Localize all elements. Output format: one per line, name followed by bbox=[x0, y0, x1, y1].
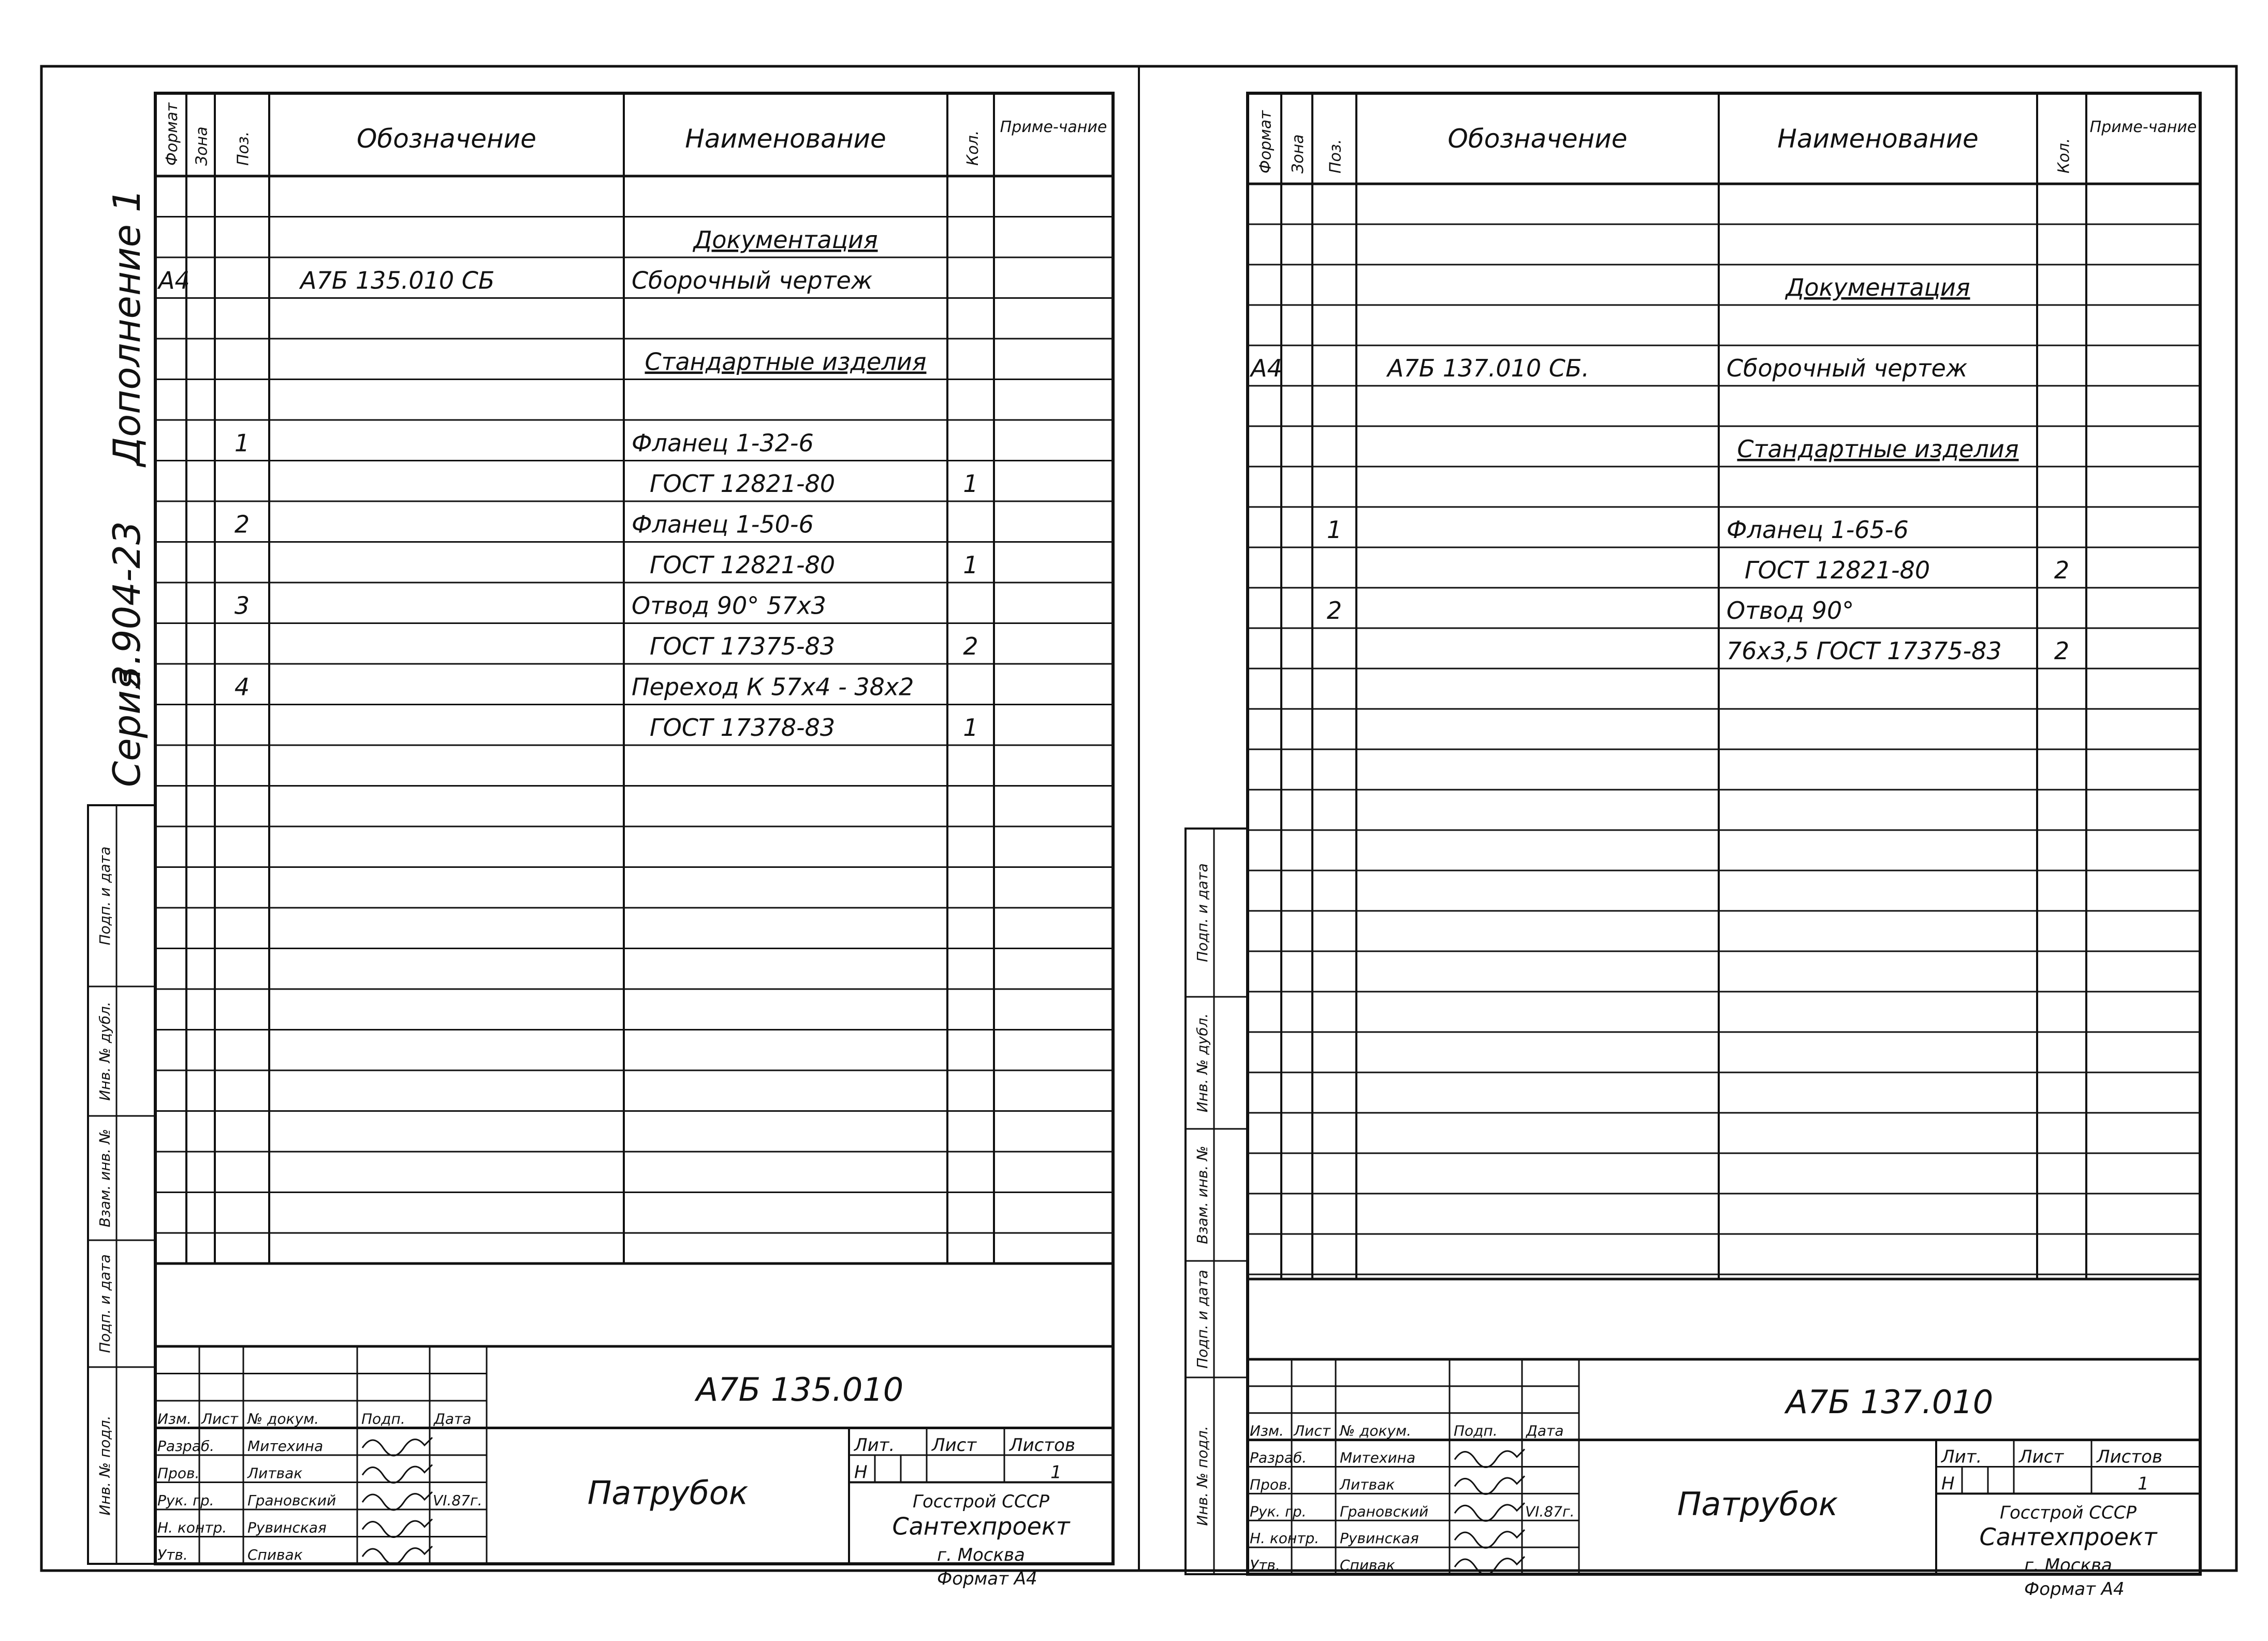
caption-sheets: Листов bbox=[2097, 1446, 2163, 1468]
row-quantity: 2 bbox=[2054, 637, 2070, 665]
role-label: Н. контр. bbox=[1250, 1530, 1320, 1547]
header-designation: Обозначение bbox=[357, 124, 536, 154]
section-heading: Стандартные изделия bbox=[1737, 435, 2019, 463]
row-name: Переход К 57х4 - 38х2 bbox=[632, 673, 914, 701]
role-name: Рувинская bbox=[247, 1519, 327, 1536]
row-designation: А7Б 135.010 СБ bbox=[300, 266, 495, 295]
caption-sheets: Листов bbox=[1009, 1435, 1076, 1456]
row-quantity: 2 bbox=[963, 632, 978, 660]
signature bbox=[362, 1437, 432, 1456]
row-quantity: 1 bbox=[963, 714, 978, 742]
document-number: А7Б 137.010 bbox=[1786, 1383, 1994, 1421]
signature bbox=[362, 1465, 432, 1483]
section-heading: Стандартные изделия bbox=[645, 347, 927, 376]
sheet-frame bbox=[1248, 93, 2200, 1574]
header-qty: Кол. bbox=[964, 130, 982, 166]
row-quantity: 2 bbox=[2054, 556, 2070, 584]
organization-line-1: Госстрой СССР bbox=[913, 1491, 1049, 1512]
signature bbox=[1455, 1476, 1525, 1494]
row-position: 4 bbox=[234, 673, 250, 701]
sheet-frame bbox=[155, 93, 1113, 1564]
header-qty: Кол. bbox=[2055, 138, 2073, 173]
organization-line-3: г. Москва bbox=[2024, 1555, 2112, 1576]
stamp-label: Инв. № дубл. bbox=[96, 1001, 113, 1101]
sheets-value: 1 bbox=[1050, 1462, 1062, 1483]
role-name: Рувинская bbox=[1340, 1530, 1419, 1547]
stamp-label: Инв. № подл. bbox=[96, 1415, 113, 1516]
caption-date: Дата bbox=[434, 1410, 472, 1428]
caption-izm: Изм. bbox=[157, 1410, 192, 1428]
row-name: ГОСТ 17375-83 bbox=[650, 632, 836, 660]
caption-sheet: Лист bbox=[2019, 1446, 2064, 1468]
series-number: 3.904-23 bbox=[105, 521, 149, 689]
row-name: Сборочный чертеж bbox=[1726, 354, 1968, 382]
role-name: Митехина bbox=[1340, 1449, 1416, 1466]
stamp-label: Взам. инв. № bbox=[96, 1128, 113, 1228]
section-heading: Документация bbox=[693, 226, 878, 254]
supplement-label: Дополнение 1 bbox=[105, 188, 149, 466]
organization-line-1: Госстрой СССР bbox=[2000, 1502, 2137, 1523]
role-label: Н. контр. bbox=[157, 1519, 227, 1536]
role-label: Разраб. bbox=[1250, 1449, 1307, 1466]
series-label: Серия bbox=[105, 667, 149, 787]
row-position: 1 bbox=[1326, 516, 1342, 544]
row-name: ГОСТ 12821-80 bbox=[650, 551, 836, 579]
role-label: Утв. bbox=[157, 1546, 188, 1563]
role-name: Литвак bbox=[247, 1464, 303, 1482]
caption-list: Лист bbox=[201, 1410, 238, 1428]
role-name: Митехина bbox=[247, 1437, 324, 1455]
header-name: Наименование bbox=[685, 124, 886, 154]
row-position: 2 bbox=[234, 510, 250, 539]
row-position: 3 bbox=[234, 591, 250, 620]
caption-sign: Подп. bbox=[1454, 1422, 1498, 1440]
document-number: А7Б 135.010 bbox=[696, 1371, 904, 1408]
header-pos: Поз. bbox=[234, 131, 253, 166]
approval-date: VI.87г. bbox=[1525, 1503, 1575, 1520]
stamp-label: Инв. № подл. bbox=[1194, 1426, 1211, 1526]
row-name: Фланец 1-50-6 bbox=[632, 510, 814, 539]
signature bbox=[362, 1546, 432, 1564]
caption-docnum: № докум. bbox=[1340, 1422, 1412, 1440]
row-name: Фланец 1-32-6 bbox=[632, 429, 814, 457]
document-title: Патрубок bbox=[1677, 1485, 1838, 1523]
stamp-label: Подп. и дата bbox=[1194, 863, 1211, 962]
signature bbox=[1455, 1503, 1525, 1521]
lit-value: Н bbox=[854, 1462, 868, 1483]
stamp-label: Подп. и дата bbox=[96, 846, 113, 946]
row-designation: А7Б 137.010 СБ. bbox=[1387, 354, 1590, 382]
row-position: 2 bbox=[1326, 597, 1342, 625]
format-label: Формат А4 bbox=[2024, 1579, 2125, 1600]
caption-lit: Лит. bbox=[854, 1435, 895, 1456]
organization-line-2: Сантехпроект bbox=[1979, 1523, 2157, 1551]
row-name: ГОСТ 12821-80 bbox=[1745, 556, 1930, 584]
signature bbox=[1455, 1449, 1525, 1468]
header-format: Формат bbox=[1256, 110, 1275, 173]
row-name: Фланец 1-65-6 bbox=[1726, 516, 1909, 544]
row-quantity: 1 bbox=[963, 470, 978, 498]
stamp-label: Подп. и дата bbox=[1194, 1270, 1211, 1369]
role-label: Утв. bbox=[1250, 1557, 1280, 1574]
header-designation: Обозначение bbox=[1447, 124, 1628, 154]
row-name: Сборочный чертеж bbox=[632, 266, 873, 295]
row-name: ГОСТ 17378-83 bbox=[650, 714, 836, 742]
signature bbox=[362, 1519, 432, 1537]
header-note: Приме-чание bbox=[1000, 118, 1107, 136]
signature bbox=[1455, 1530, 1525, 1548]
stamp-label: Подп. и дата bbox=[96, 1254, 113, 1353]
header-format: Формат bbox=[163, 103, 181, 166]
role-label: Пров. bbox=[1250, 1476, 1292, 1493]
stamp-label: Инв. № дубл. bbox=[1194, 1013, 1211, 1113]
row-position: 1 bbox=[234, 429, 250, 457]
role-label: Пров. bbox=[157, 1464, 200, 1482]
role-name: Грановский bbox=[1340, 1503, 1429, 1520]
row-name: ГОСТ 12821-80 bbox=[650, 470, 836, 498]
role-name: Спивак bbox=[1340, 1557, 1395, 1574]
document-title: Патрубок bbox=[587, 1474, 749, 1512]
section-heading: Документация bbox=[1786, 273, 1970, 301]
row-name: 76х3,5 ГОСТ 17375-83 bbox=[1726, 637, 2002, 665]
signature bbox=[362, 1492, 432, 1510]
role-label: Разраб. bbox=[157, 1437, 215, 1455]
caption-sheet: Лист bbox=[932, 1435, 977, 1456]
role-label: Рук. гр. bbox=[1250, 1503, 1307, 1520]
approval-date: VI.87г. bbox=[433, 1492, 482, 1509]
organization-line-2: Сантехпроект bbox=[892, 1512, 1070, 1541]
header-zone: Зона bbox=[1289, 134, 1307, 173]
sheets-value: 1 bbox=[2138, 1473, 2149, 1494]
lit-value: Н bbox=[1941, 1473, 1955, 1494]
header-pos: Поз. bbox=[1326, 139, 1345, 173]
row-name: Отвод 90° bbox=[1726, 597, 1854, 625]
role-label: Рук. гр. bbox=[157, 1492, 214, 1509]
row-format: А4 bbox=[158, 266, 190, 295]
caption-lit: Лит. bbox=[1941, 1446, 1982, 1468]
caption-docnum: № докум. bbox=[247, 1410, 319, 1428]
row-format: А4 bbox=[1251, 354, 1282, 382]
header-zone: Зона bbox=[193, 126, 211, 166]
header-name: Наименование bbox=[1777, 124, 1979, 154]
organization-line-3: г. Москва bbox=[937, 1545, 1025, 1565]
header-note: Приме-чание bbox=[2089, 118, 2197, 136]
row-name: Отвод 90° 57х3 bbox=[632, 591, 826, 620]
format-label: Формат А4 bbox=[937, 1569, 1037, 1589]
row-quantity: 1 bbox=[963, 551, 978, 579]
caption-list: Лист bbox=[1294, 1422, 1330, 1440]
caption-date: Дата bbox=[1526, 1422, 1564, 1440]
stamp-label: Взам. инв. № bbox=[1194, 1145, 1211, 1244]
caption-sign: Подп. bbox=[361, 1410, 405, 1428]
signature bbox=[1455, 1557, 1525, 1575]
role-name: Литвак bbox=[1340, 1476, 1395, 1493]
role-name: Спивак bbox=[247, 1546, 303, 1563]
role-name: Грановский bbox=[247, 1492, 336, 1509]
caption-izm: Изм. bbox=[1250, 1422, 1284, 1440]
